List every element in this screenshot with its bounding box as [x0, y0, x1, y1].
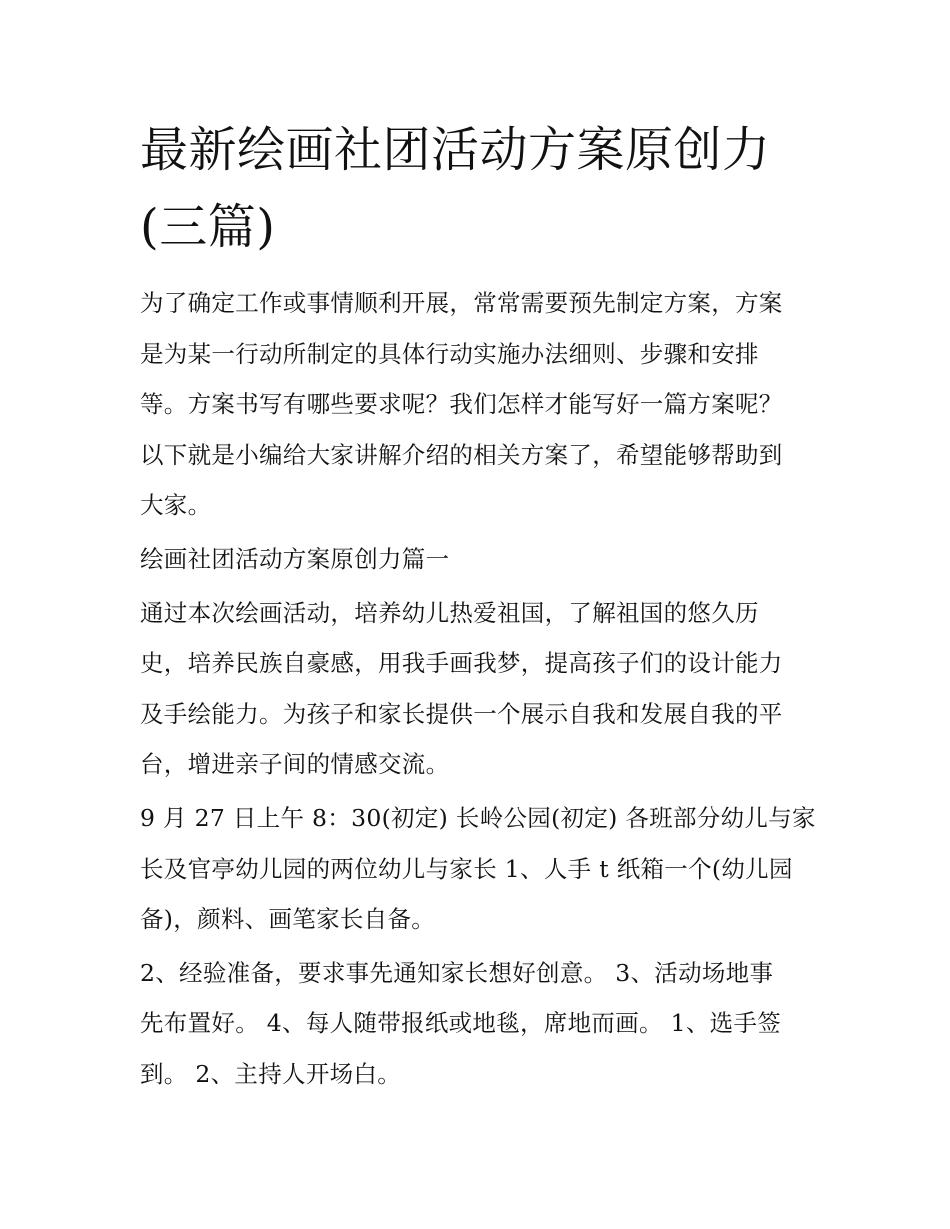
- document-title: 最新绘画社团活动方案原创力 (三篇): [140, 122, 771, 255]
- intro-paragraph: 为了确定工作或事情顺利开展，常常需要预先制定方案，方案 是为某一行动所制定的具体行动实施办法细则、步骤和安排 等。方案书写有哪些要求呢？我们怎样才能写好一篇方案呢？ 以下就是小编给大家讲解介绍的相关方案了，希望能够帮助到 大家。: [140, 289, 783, 520]
- schedule-paragraph: 9 月 27 日上午 8：30(初定) 长岭公园(初定) 各班部分幼儿与家 长及官亭幼儿园的两位幼儿与家长 1、人手 t 纸箱一个(幼儿园 备)，颜料、画笔家长自备。: [140, 803, 816, 934]
- purpose-paragraph: 通过本次绘画活动，培养幼儿热爱祖国，了解祖国的悠久历 史，培养民族自豪感，用我手画我梦，提高孩子们的设计能力 及手绘能力。为孩子和家长提供一个展示自我和发展自我的平 台，增进亲子间的情感交流。: [140, 598, 783, 779]
- document-body: [140, 278, 820, 1103]
- section-heading: 绘画社团活动方案原创力篇一: [140, 544, 450, 573]
- preparation-paragraph: 2、经验准备，要求事先通知家长想好创意。 3、活动场地事 先布置好。 4、每人随带报纸或地毯，席地而画。 1、选手签 到。 2、主持人开场白。: [140, 958, 782, 1088]
